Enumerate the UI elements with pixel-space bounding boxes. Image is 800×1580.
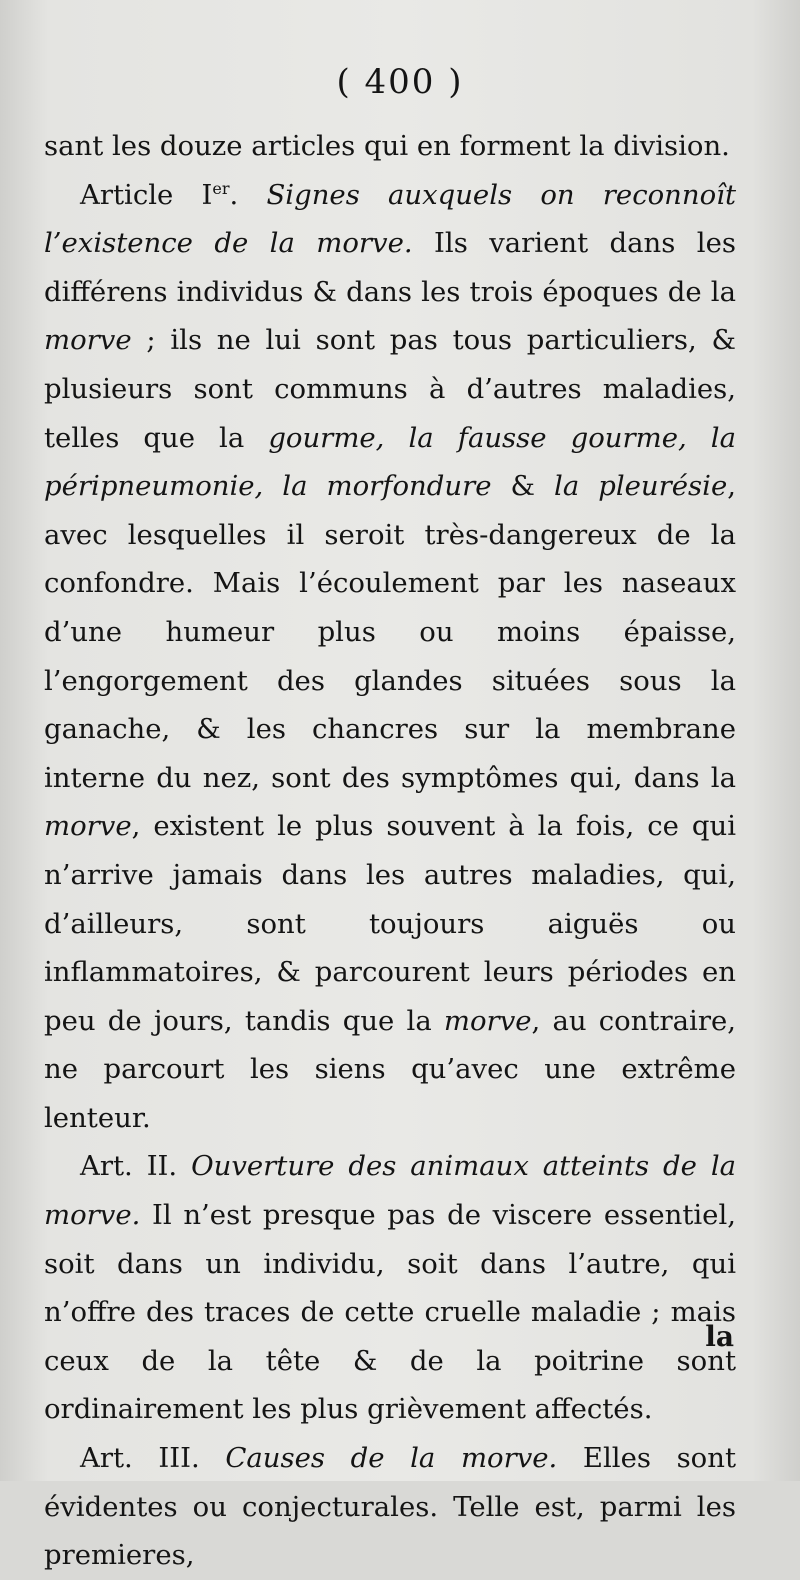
paragraph-article-3: Art. III. Causes de la morve. Elles sont évidentes ou conjecturales. Telle est, parmi les premieres, — [44, 1442, 736, 1572]
paragraph-continuation: sant les douze articles qui en forment la division. — [44, 130, 730, 162]
catchword: la — [705, 1320, 734, 1353]
paragraph-article-1: Article Ier. Signes auxquels on reconnoît l’existence de la morve. Ils varient dans les différens individus & dans les trois époques de la morve ; ils ne lui sont pas tous particuliers, & plusieurs sont communs à d’autres maladies, telles que la gourme, la fausse gourme, la péripneumonie, la morfondure & la pleurésie, avec lesquelles il seroit très-dangereux de la confondre. Mais l’écoulement par les naseaux d’une humeur plus ou moins épaisse, l’engorgement des glandes situées sous la ganache, & les chancres sur la membrane interne du nez, sont des symptômes qui, dans la morve, existent le plus souvent à la fois, ce qui n’arrive jamais dans les autres maladies, qui, d’ailleurs, sont toujours aiguës ou inflammatoires, & parcourent leurs périodes en peu de jours, tandis que la morve, au contraire, ne parcourt les siens qu’avec une extrême lenteur. — [44, 178, 736, 1134]
article-1-heading: Signes auxquels on reconnoît l’existence de la morve. — [44, 178, 736, 260]
body-text — [44, 122, 736, 1580]
paragraph-article-2: Art. II. Ouverture des animaux atteints de la morve. Il n’est presque pas de viscere essentiel, soit dans un individu, soit dans l’autre, qui n’offre des traces de cette cruelle maladie ; mais ceux de la tête & de la poitrine sont ordinairement les plus grièvement affectés. — [44, 1150, 737, 1426]
article-3-heading: Causes de la morve. — [225, 1442, 558, 1475]
page-number: ( 400 ) — [336, 62, 464, 102]
article-2-heading: Ouverture des animaux atteints de la morve. — [44, 1150, 737, 1232]
